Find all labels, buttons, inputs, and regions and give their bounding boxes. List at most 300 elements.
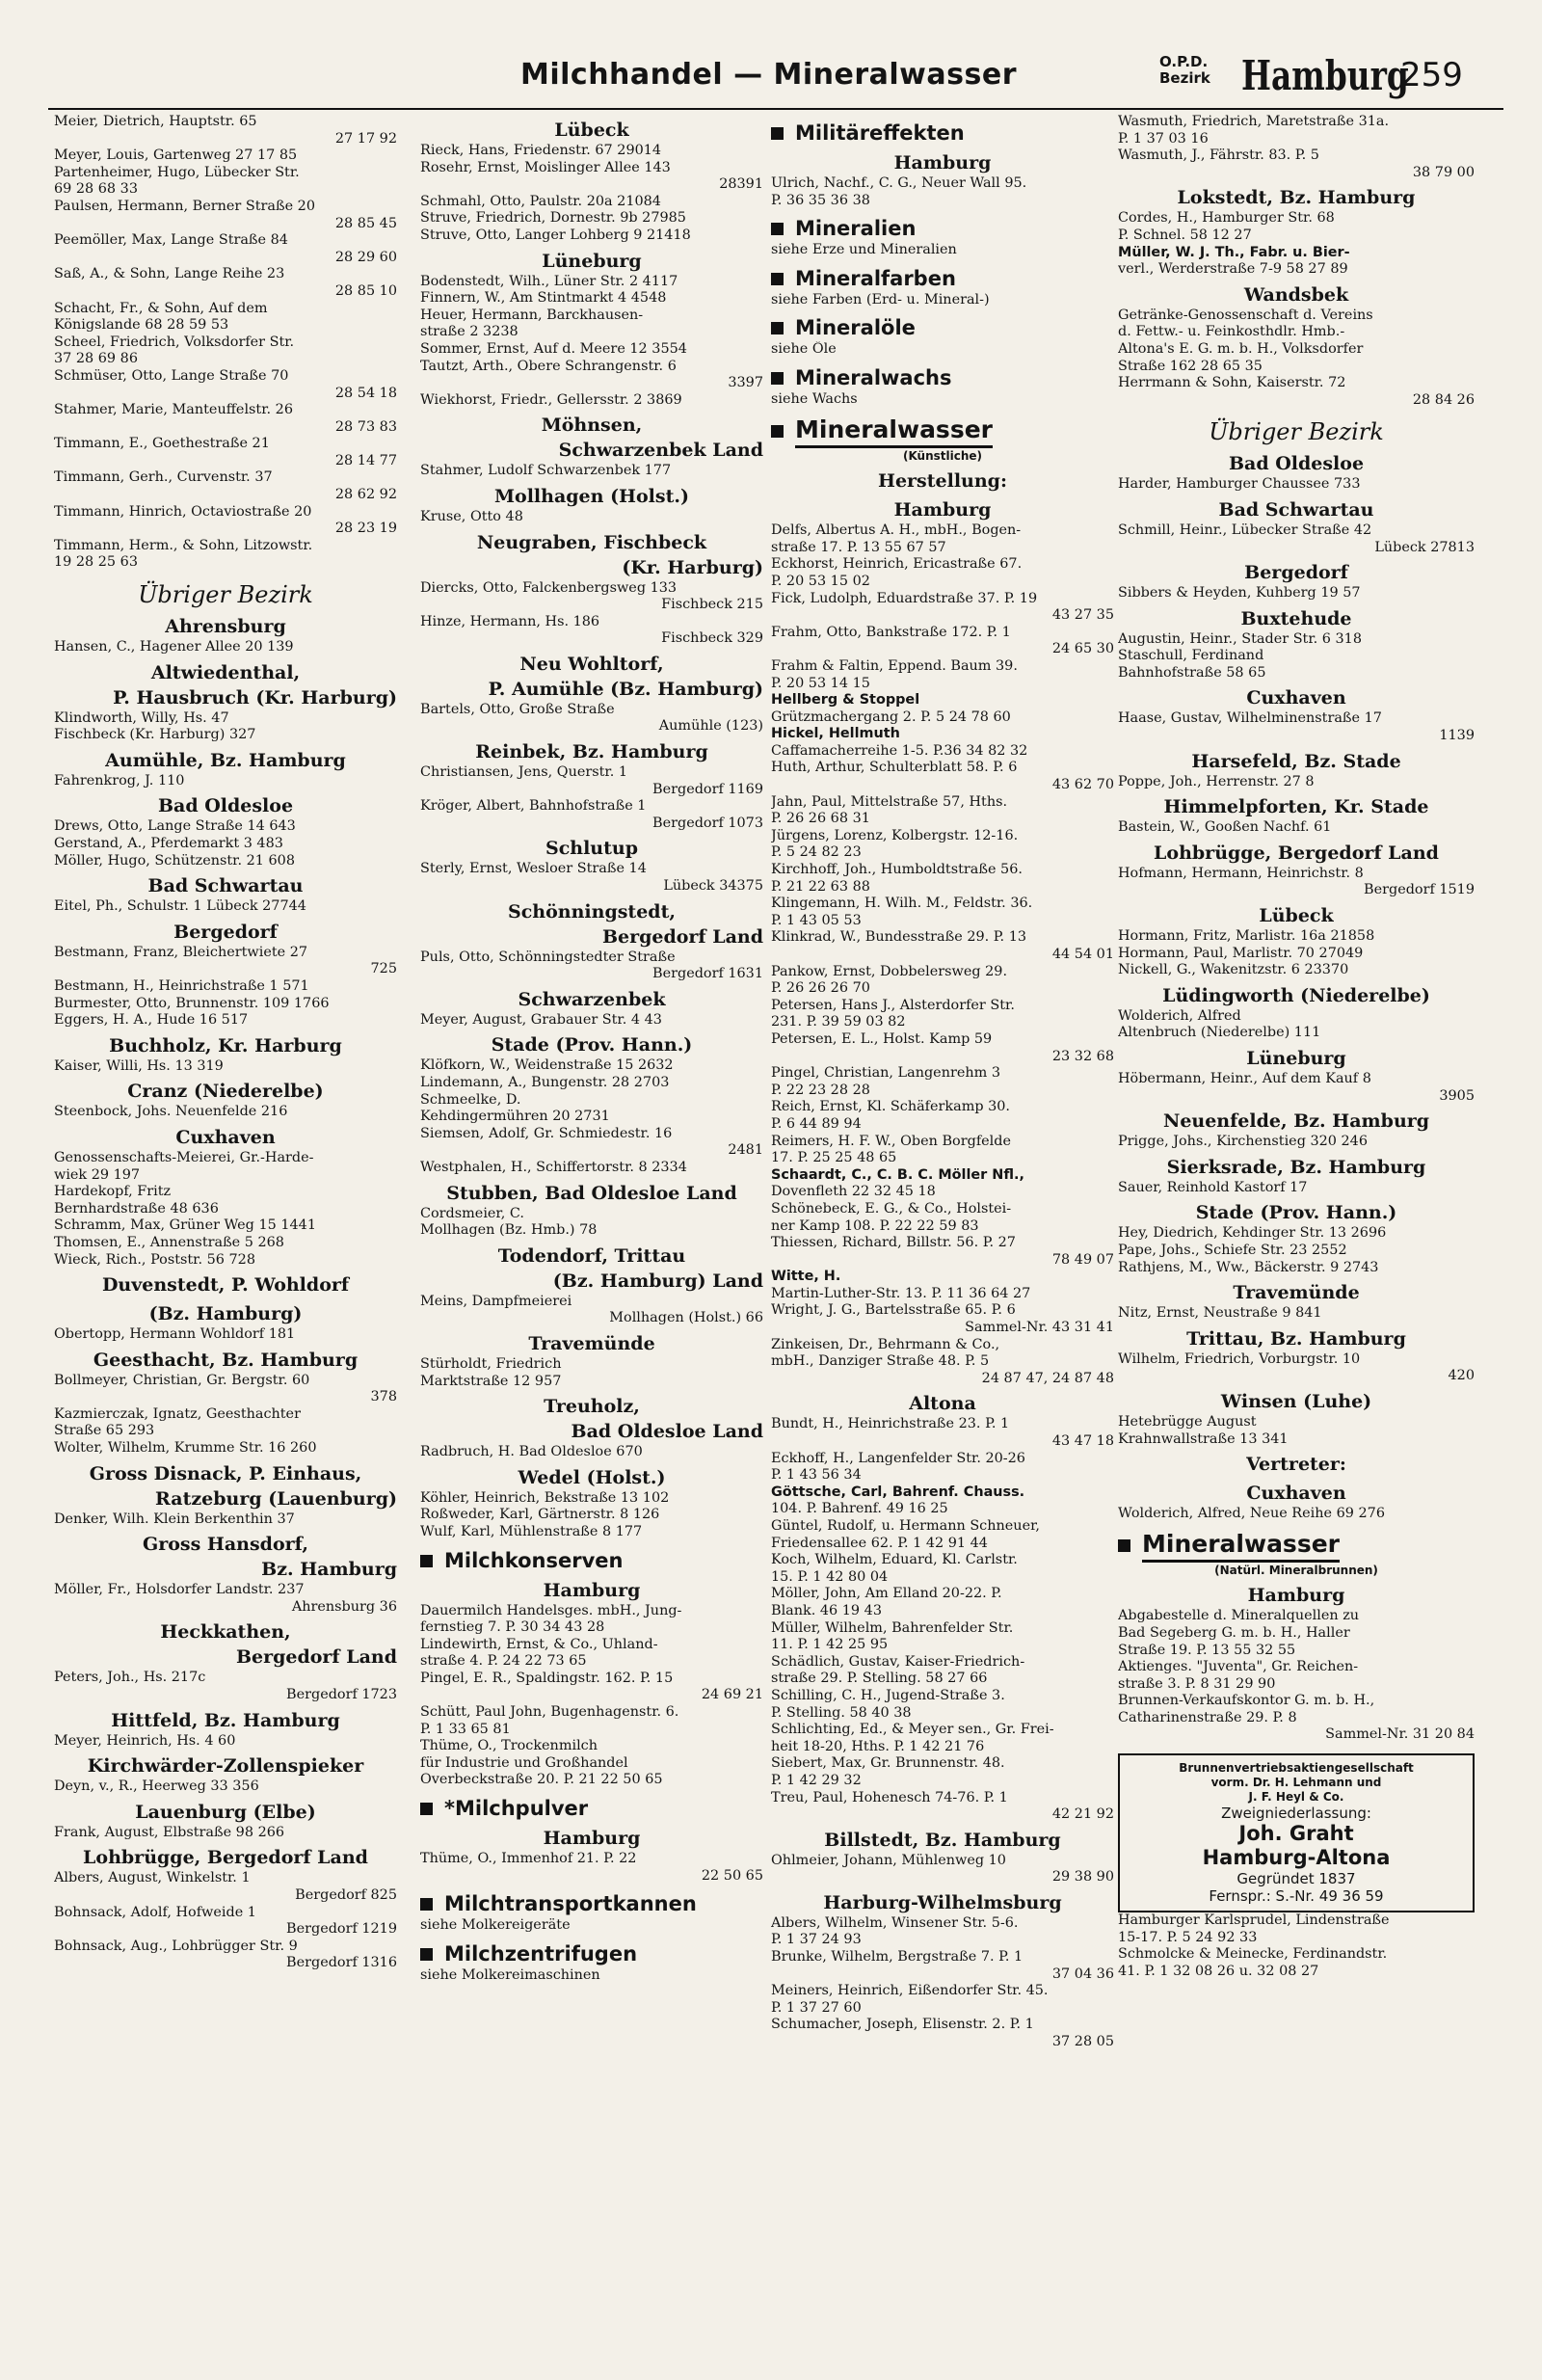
place-heading: Schlutup: [545, 838, 638, 860]
entry-phone: Bergedorf 1169: [652, 781, 763, 797]
place-heading: Hamburg: [893, 499, 992, 521]
place-heading: Duvenstedt, P. Wohldorf: [101, 1274, 350, 1297]
place-heading: Bergedorf: [173, 921, 278, 943]
entry-line: Güntel, Rudolf, u. Hermann Schneuer,: [771, 1518, 1040, 1534]
place-heading-cont: Bz. Hamburg: [261, 1559, 397, 1581]
entry-line: Altona's E. G. m. b. H., Volksdorfer: [1118, 340, 1364, 357]
square-bullet-icon: [420, 1555, 433, 1567]
entry-line: Rathjens, M., Ww., Bäckerstr. 9 2743: [1118, 1259, 1379, 1275]
entry-line: Siemsen, Adolf, Gr. Schmiedestr. 16: [420, 1125, 673, 1141]
entry-line: Peemöller, Max, Lange Straße 84: [54, 232, 288, 249]
square-bullet-icon: [420, 1898, 433, 1911]
section-subtitle: (Natürl. Mineralbrunnen): [1214, 1563, 1378, 1577]
entry-phone: 38 79 00: [1412, 164, 1475, 180]
place-heading-cont: Schwarzenbek Land: [558, 440, 763, 462]
entry-line: Schumacher, Joseph, Elisenstr. 2. P. 1: [771, 2017, 1034, 2033]
entry-line: Kehdingermühren 20 2731: [420, 1109, 610, 1125]
bold-entry: Müller, W. J. Th., Fabr. u. Bier-: [1118, 244, 1350, 260]
entry-line: ner Kamp 108. P. 22 22 59 83: [771, 1217, 979, 1234]
entry-line: Augustin, Heinr., Stader Str. 6 318: [1118, 630, 1362, 647]
place-heading: Lüneburg: [1246, 1048, 1346, 1069]
entry-line: Overbeckstraße 20. P. 21 22 50 65: [420, 1772, 663, 1788]
entry-line: P. 20 53 15 02: [771, 573, 870, 589]
entry-line: Poppe, Joh., Herrenstr. 27 8: [1118, 773, 1315, 789]
section-heading: [771, 215, 1114, 242]
entry-line: P. 20 53 14 15: [771, 675, 870, 691]
entry-line: Pingel, Christian, Langenrehm 3: [771, 1065, 1001, 1082]
place-heading: Heckkathen,: [160, 1621, 291, 1644]
entry-line: Frahm & Faltin, Eppend. Baum 39.: [771, 657, 1018, 674]
section-title: Mineralien: [795, 217, 917, 241]
entry-phone: Lübeck 27813: [1374, 539, 1475, 555]
entry-line: Krahnwallstraße 13 341: [1118, 1431, 1289, 1447]
entry-phone: Bergedorf 1073: [652, 815, 763, 831]
entry-line: siehe Öle: [771, 341, 837, 358]
entry-line: Bohnsack, Adolf, Hofweide 1: [54, 1904, 256, 1920]
entry-line: Wolderich, Alfred, Neue Reihe 69 276: [1118, 1506, 1385, 1522]
section-title: Mineralöle: [795, 316, 916, 340]
entry-line: Wieck, Rich., Poststr. 56 728: [54, 1251, 255, 1268]
entry-line: straße 4. P. 24 22 73 65: [420, 1653, 587, 1670]
entry-line: Treu, Paul, Hohenesch 74-76. P. 1: [771, 1789, 1008, 1805]
entry-phone: Sammel-Nr. 43 31 41: [965, 1320, 1114, 1336]
entry-line: Wulf, Karl, Mühlenstraße 8 177: [420, 1523, 643, 1539]
entry-phone: 725: [370, 961, 397, 977]
entry-line: Wright, J. G., Bartelsstraße 65. P. 6: [771, 1302, 1016, 1319]
entry-line: siehe Molkereigeräte: [420, 1917, 571, 1934]
entry-line: Cordes, H., Hamburger Str. 68: [1118, 210, 1335, 227]
entry-line: Möller, John, Am Elland 20-22. P.: [771, 1586, 1002, 1602]
entry-line: Meier, Dietrich, Hauptstr. 65: [54, 114, 257, 129]
entry-line: 37 28 69 86: [54, 351, 138, 367]
page-number: 259: [1400, 56, 1463, 94]
entry-line: Straße 162 28 65 35: [1118, 358, 1263, 374]
place-heading: Gross Hansdorf,: [142, 1534, 309, 1556]
entry-phone: Lübeck 34375: [663, 878, 763, 895]
place-heading: Wandsbek: [1243, 283, 1349, 306]
entry-line: 231. P. 39 59 03 82: [771, 1014, 906, 1030]
place-heading: Geesthacht, Bz. Hamburg: [93, 1349, 359, 1371]
entry-line: Puls, Otto, Schönningstedter Straße: [420, 949, 676, 965]
place-heading: Harsefeld, Bz. Stade: [1191, 750, 1401, 772]
entry-line: Möller, Fr., Holsdorfer Landstr. 237: [54, 1582, 305, 1598]
place-heading: Lokstedt, Bz. Hamburg: [1177, 187, 1416, 209]
place-heading: Bad Oldesloe: [1228, 453, 1365, 475]
entry-phone: 3905: [1439, 1087, 1475, 1104]
entry-line: Sibbers & Heyden, Kuhberg 19 57: [1118, 585, 1361, 602]
entry-line: Schmeelke, D.: [420, 1091, 521, 1108]
entry-line: Mollhagen (Bz. Hmb.) 78: [420, 1222, 598, 1239]
entry-line: Hardekopf, Fritz: [54, 1184, 172, 1200]
entry-line: Schmill, Heinr., Lübecker Straße 42: [1118, 521, 1372, 538]
entry-line: Schmahl, Otto, Paulstr. 20a 21084: [420, 193, 661, 209]
entry-line: Kirchhoff, Joh., Humboldtstraße 56.: [771, 862, 1023, 878]
place-heading: Sierksrade, Bz. Hamburg: [1166, 1156, 1426, 1178]
entry-line: Klöfkorn, W., Weidenstraße 15 2632: [420, 1057, 674, 1074]
entry-line: Ohlmeier, Johann, Mühlenweg 10: [771, 1852, 1006, 1868]
entry-phone: 28 73 83: [334, 418, 397, 435]
entry-line: Lindewirth, Ernst, & Co., Uhland-: [420, 1636, 658, 1652]
entry-line: Brunnen-Verkaufskontor G. m. b. H.,: [1118, 1693, 1375, 1709]
entry-phone: Fischbeck 215: [661, 597, 763, 613]
entry-line: Bohnsack, Aug., Lohbrügger Str. 9: [54, 1938, 298, 1954]
entry-line: Thüme, O., Trockenmilch: [420, 1738, 598, 1754]
entry-line: P. 6 44 89 94: [771, 1115, 862, 1132]
entry-phone: Aumühle (123): [658, 718, 763, 735]
entry-line: straße 17. P. 13 55 67 57: [771, 539, 946, 555]
entry-line: Bollmeyer, Christian, Gr. Bergstr. 60: [54, 1372, 310, 1388]
entry-line: Petersen, Hans J., Alsterdorfer Str.: [771, 997, 1015, 1013]
section-title: Militäreffekten: [795, 121, 965, 145]
region-heading: Übriger Bezirk: [1209, 418, 1384, 446]
entry-line: Deyn, v., R., Heerweg 33 356: [54, 1778, 259, 1795]
region-heading: Übriger Bezirk: [138, 581, 313, 609]
entry-line: Albers, August, Winkelstr. 1: [54, 1870, 251, 1886]
entry-phone: Mollhagen (Holst.) 66: [609, 1310, 763, 1326]
entry-line: Saß, A., & Sohn, Lange Reihe 23: [54, 266, 285, 282]
entry-line: Meyer, Louis, Gartenweg 27 17 85: [54, 147, 298, 164]
square-bullet-icon: [771, 273, 784, 285]
entry-line: siehe Farben (Erd- u. Mineral-): [771, 291, 990, 308]
entry-line: Klindworth, Willy, Hs. 47: [54, 709, 229, 726]
entry-line: siehe Molkereimaschinen: [420, 1966, 600, 1983]
entry-line: Bartels, Otto, Große Straße: [420, 701, 615, 717]
entry-line: siehe Wachs: [771, 390, 858, 407]
bold-entry: Göttsche, Carl, Bahrenf. Chauss.: [771, 1484, 1025, 1500]
entry-phone: Bergedorf 825: [295, 1887, 397, 1903]
entry-line: Reimers, H. F. W., Oben Borgfelde: [771, 1133, 1011, 1149]
place-heading: Stubben, Bad Oldesloe Land: [446, 1182, 737, 1204]
entry-line: Schmolcke & Meinecke, Ferdinandstr.: [1118, 1946, 1388, 1963]
entry-line: Timmann, Hinrich, Octaviostraße 20: [54, 503, 312, 520]
entry-line: Schramm, Max, Grüner Weg 15 1441: [54, 1217, 316, 1234]
place-heading-cont: Bad Oldesloe Land: [571, 1421, 763, 1443]
entry-line: Peters, Joh., Hs. 217c: [54, 1670, 206, 1686]
entry-phone: Bergedorf 1631: [652, 966, 763, 982]
place-heading: Billstedt, Bz. Hamburg: [824, 1829, 1061, 1851]
bold-entry: Hellberg & Stoppel: [771, 692, 920, 709]
section-title: Mineralwasser: [1142, 1529, 1340, 1563]
column-3: [771, 114, 1114, 2350]
entry-line: Schlichting, Ed., & Meyer sen., Gr. Frei-: [771, 1722, 1054, 1738]
entry-line: Nickell, G., Wakenitzstr. 6 23370: [1118, 962, 1349, 978]
entry-line: Bad Segeberg G. m. b. H., Haller: [1118, 1624, 1350, 1641]
entry-line: Paulsen, Hermann, Berner Straße 20: [54, 198, 315, 214]
entry-line: Bundt, H., Heinrichstraße 23. P. 1: [771, 1416, 1010, 1432]
entry-line: Staschull, Ferdinand: [1118, 648, 1264, 664]
entry-phone: Bergedorf 1219: [286, 1921, 397, 1938]
place-heading: Neu Wohltorf,: [519, 653, 664, 675]
place-heading: Travemünde: [528, 1332, 655, 1354]
entry-line: Stürholdt, Friedrich: [420, 1355, 562, 1372]
entry-line: P. 5 24 82 23: [771, 844, 862, 861]
entry-phone: Ahrensburg 36: [291, 1598, 397, 1615]
entry-line: Straße 65 293: [54, 1423, 155, 1439]
place-heading: Lohbrügge, Bergedorf Land: [83, 1847, 368, 1869]
column-2: [420, 114, 763, 2350]
entry-line: Wilhelm, Friedrich, Vorburgstr. 10: [1118, 1350, 1361, 1367]
entry-phone: 24 87 47, 24 87 48: [981, 1370, 1114, 1386]
entry-line: Petersen, E. L., Holst. Kamp 59: [771, 1030, 993, 1047]
entry-phone: 28 62 92: [334, 487, 397, 503]
entry-line: Hormann, Paul, Marlistr. 70 27049: [1118, 945, 1364, 961]
place-heading: Bad Oldesloe: [157, 795, 294, 817]
entry-line: verl., Werderstraße 7-9 58 27 89: [1118, 261, 1348, 278]
ad-line: Gegründet 1837: [1236, 1870, 1356, 1888]
entry-phone: 43 27 35: [1051, 607, 1114, 624]
entry-line: Schädlich, Gustav, Kaiser-Friedrich-: [771, 1653, 1025, 1670]
entry-phone: Bergedorf 1723: [286, 1687, 397, 1703]
entry-line: Fick, Ludolph, Eduardstraße 37. P. 19: [771, 590, 1038, 606]
entry-line: Meiners, Heinrich, Eißendorfer Str. 45.: [771, 1983, 1049, 1999]
entry-line: Albers, Wilhelm, Winsener Str. 5-6.: [771, 1914, 1019, 1931]
entry-line: Köhler, Heinrich, Bekstraße 13 102: [420, 1489, 670, 1506]
entry-phone: 29 38 90: [1051, 1869, 1114, 1885]
entry-line: wiek 29 197: [54, 1166, 141, 1183]
section-subtitle: (Künstliche): [902, 448, 983, 463]
entry-phone: Sammel-Nr. 31 20 84: [1325, 1726, 1475, 1743]
square-bullet-icon: [771, 372, 784, 385]
entry-line: 15-17. P. 5 24 92 33: [1118, 1929, 1258, 1945]
place-heading: Stade (Prov. Hann.): [491, 1034, 693, 1056]
entry-line: 41. P. 1 32 08 26 u. 32 08 27: [1118, 1963, 1319, 1979]
place-heading: Lübeck: [554, 120, 629, 141]
entry-line: Partenheimer, Hugo, Lübecker Str.: [54, 164, 300, 180]
entry-line: Kaiser, Willi, Hs. 13 319: [54, 1057, 224, 1074]
square-bullet-icon: [771, 127, 784, 140]
entry-line: Thiessen, Richard, Billstr. 56. P. 27: [771, 1235, 1016, 1251]
header-rule: [48, 108, 1503, 110]
place-heading: Lohbrügge, Bergedorf Land: [1154, 842, 1439, 864]
place-heading-cont: (Kr. Harburg): [622, 556, 763, 578]
place-heading: Todendorf, Trittau: [497, 1244, 686, 1267]
place-heading: Hamburg: [893, 152, 992, 174]
entry-line: Hamburger Karlsprudel, Lindenstraße: [1118, 1912, 1390, 1929]
entry-line: Sommer, Ernst, Auf d. Meere 12 3554: [420, 340, 687, 357]
bold-entry: Schaardt, C., C. B. C. Möller Nfl.,: [771, 1166, 1024, 1183]
section-title: Milchkonserven: [444, 1548, 624, 1572]
place-heading: Bergedorf: [1244, 562, 1348, 584]
entry-phone: 28 84 26: [1412, 391, 1475, 408]
section-title: Milchzentrifugen: [444, 1941, 638, 1966]
entry-line: Eggers, H. A., Hude 16 517: [54, 1012, 249, 1029]
section-heading: [420, 1940, 763, 1967]
square-bullet-icon: [771, 322, 784, 334]
entry-line: P. Stelling. 58 40 38: [771, 1704, 912, 1721]
bold-entry: Hickel, Hellmuth: [771, 726, 900, 742]
entry-line: P. 1 37 24 93: [771, 1932, 862, 1948]
entry-line: straße 29. P. Stelling. 58 27 66: [771, 1671, 988, 1687]
entry-line: Pankow, Ernst, Dobbelersweg 29.: [771, 963, 1008, 979]
entry-line: Kazmierczak, Ignatz, Geesthachter: [54, 1405, 301, 1422]
place-heading: Mollhagen (Holst.): [494, 485, 689, 507]
entry-phone: Fischbeck 329: [661, 630, 763, 647]
entry-line: heit 18-20, Hths. P. 1 42 21 76: [771, 1738, 985, 1754]
entry-line: Siebert, Max, Gr. Brunnenstr. 48.: [771, 1755, 1005, 1772]
entry-line: P. 1 43 05 53: [771, 912, 862, 928]
entry-line: Bestmann, H., Heinrichstraße 1 571: [54, 977, 309, 994]
entry-line: Aktienges. "Juventa", Gr. Reichen-: [1118, 1659, 1359, 1675]
section-title: *Milchpulver: [444, 1797, 589, 1821]
entry-line: Schacht, Fr., & Sohn, Auf dem: [54, 300, 268, 316]
entry-line: Cordsmeier, C.: [420, 1205, 524, 1221]
place-heading: Hamburg: [1247, 1585, 1345, 1607]
entry-line: Bernhardstraße 48 636: [54, 1200, 219, 1217]
entry-line: Eckhorst, Heinrich, Ericastraße 67.: [771, 556, 1023, 573]
entry-phone: 420: [1448, 1368, 1475, 1384]
entry-line: 17. P. 25 25 48 65: [771, 1150, 897, 1166]
place-heading-cont: Bergedorf Land: [235, 1646, 397, 1669]
entry-phone: 28391: [719, 176, 763, 193]
section-heading: [771, 414, 1114, 448]
entry-line: P. 26 26 26 70: [771, 980, 870, 997]
section-title: Mineralfarben: [795, 266, 956, 290]
entry-line: P. 36 35 36 38: [771, 192, 870, 208]
entry-line: Abgabestelle d. Mineralquellen zu: [1118, 1608, 1360, 1624]
ad-line: J. F. Heyl & Co.: [1248, 1790, 1344, 1805]
ad-line: Brunnenvertriebsaktiengesellschaft: [1179, 1761, 1414, 1776]
entry-line: Schönebeck, E. G., & Co., Holstei-: [771, 1200, 1012, 1217]
entry-line: Nitz, Ernst, Neustraße 9 841: [1118, 1305, 1322, 1322]
entry-line: Eitel, Ph., Schulstr. 1 Lübeck 27744: [54, 898, 306, 915]
entry-line: P. Schnel. 58 12 27: [1118, 227, 1252, 243]
entry-line: Grützmachergang 2. P. 5 24 78 60: [771, 709, 1011, 725]
entry-line: Reich, Ernst, Kl. Schäferkamp 30.: [771, 1099, 1011, 1115]
entry-line: Sterly, Ernst, Wesloer Straße 14: [420, 861, 647, 877]
place-heading: Herstellung:: [878, 470, 1007, 493]
entry-line: Hey, Diedrich, Kehdinger Str. 13 2696: [1118, 1225, 1387, 1242]
place-heading: Wedel (Holst.): [518, 1466, 666, 1488]
place-heading: Ahrensburg: [165, 616, 286, 638]
place-heading: Gross Disnack, P. Einhaus,: [89, 1462, 362, 1484]
entry-phone: 3397: [728, 375, 763, 391]
place-heading-cont: P. Aumühle (Bz. Hamburg): [488, 678, 763, 700]
entry-line: Pape, Johs., Schiefe Str. 23 2552: [1118, 1242, 1347, 1258]
entry-line: P. 22 23 28 28: [771, 1082, 870, 1098]
entry-line: P. 1 43 56 34: [771, 1467, 862, 1484]
place-heading: Stade (Prov. Hann.): [1195, 1202, 1397, 1224]
entry-line: Zinkeisen, Dr., Behrmann & Co.,: [771, 1336, 1000, 1352]
entry-line: Genossenschafts-Meierei, Gr.-Harde-: [54, 1149, 314, 1165]
entry-line: Stahmer, Ludolf Schwarzenbek 177: [420, 463, 672, 479]
entry-line: Hormann, Fritz, Marlistr. 16a 21858: [1118, 928, 1375, 945]
entry-line: Dauermilch Handelsges. mbH., Jung-: [420, 1602, 682, 1618]
entry-line: Obertopp, Hermann Wohldorf 181: [54, 1326, 296, 1343]
section-heading: [420, 1795, 763, 1822]
entry-line: Wiekhorst, Friedr., Gellersstr. 2 3869: [420, 391, 682, 408]
entry-line: Heuer, Hermann, Barckhausen-: [420, 307, 644, 323]
entry-phone: 43 47 18: [1051, 1433, 1114, 1450]
entry-line: Jürgens, Lorenz, Kolbergstr. 12-16.: [771, 827, 1019, 843]
place-heading: Cuxhaven: [1246, 1483, 1346, 1505]
entry-line: Kruse, Otto 48: [420, 508, 523, 524]
entry-line: Diercks, Otto, Falckenbergsweg 133: [420, 579, 678, 596]
entry-phone: 28 85 10: [334, 282, 397, 299]
entry-phone: 22 50 65: [701, 1867, 763, 1884]
entry-line: Hetebrügge August: [1118, 1413, 1257, 1430]
entry-line: Drews, Otto, Lange Straße 14 643: [54, 818, 296, 835]
entry-line: Harder, Hamburger Chaussee 733: [1118, 476, 1361, 493]
section-heading: [771, 120, 1114, 147]
running-title: Milchhandel — Mineralwasser: [520, 58, 1017, 92]
place-heading: Reinbek, Bz. Hamburg: [475, 741, 708, 763]
place-heading: Lüneburg: [542, 250, 642, 272]
entry-line: Müller, Wilhelm, Bahrenfelder Str.: [771, 1619, 1014, 1636]
opd-line1: O.P.D.: [1159, 53, 1209, 70]
entry-line: Bestmann, Franz, Bleichertwiete 27: [54, 944, 308, 960]
entry-line: Schmüser, Otto, Lange Straße 70: [54, 367, 289, 384]
place-heading: Hamburg: [543, 1579, 641, 1601]
place-heading: Buxtehude: [1240, 607, 1352, 629]
place-heading: Treuholz,: [544, 1396, 640, 1418]
entry-line: Prigge, Johs., Kirchenstieg 320 246: [1118, 1134, 1368, 1150]
entry-line: Marktstraße 12 957: [420, 1373, 562, 1389]
entry-line: Meyer, Heinrich, Hs. 4 60: [54, 1732, 236, 1749]
ad-line: vorm. Dr. H. Lehmann und: [1210, 1776, 1382, 1790]
place-heading-cont: P. Hausbruch (Kr. Harburg): [113, 686, 397, 709]
entry-line: für Industrie und Großhandel: [420, 1754, 628, 1771]
entry-line: Pingel, E. R., Spaldingstr. 162. P. 15: [420, 1670, 674, 1686]
entry-line: Königslande 68 28 59 53: [54, 317, 229, 334]
place-heading: Lübeck: [1259, 905, 1334, 927]
ad-line: Fernspr.: S.-Nr. 49 36 59: [1209, 1887, 1384, 1906]
entry-phone: 23 32 68: [1051, 1048, 1114, 1064]
entry-phone: 24 65 30: [1051, 641, 1114, 657]
section-heading: [420, 1890, 763, 1917]
entry-line: straße 2 3238: [420, 324, 518, 340]
entry-line: Roßweder, Karl, Gärtnerstr. 8 126: [420, 1507, 660, 1523]
opd-label: [1159, 54, 1210, 87]
entry-line: Klinkrad, W., Bundesstraße 29. P. 13: [771, 929, 1027, 946]
entry-line: Bastein, W., Gooßen Nachf. 61: [1118, 819, 1332, 836]
place-heading: Trittau, Bz. Hamburg: [1186, 1327, 1406, 1350]
entry-phone: 78 49 07: [1051, 1251, 1114, 1268]
square-bullet-icon: [771, 223, 784, 235]
place-heading: Lauenburg (Elbe): [135, 1801, 316, 1823]
entry-line: P. 1 37 27 60: [771, 1999, 862, 2016]
section-heading: [771, 265, 1114, 292]
entry-line: Scheel, Friedrich, Volksdorfer Str.: [54, 334, 295, 350]
place-heading: Möhnsen,: [541, 414, 643, 437]
entry-phone: 44 54 01: [1051, 947, 1114, 962]
entry-line: Burmester, Otto, Brunnenstr. 109 1766: [54, 995, 330, 1011]
place-heading: Travemünde: [1233, 1282, 1360, 1304]
entry-line: Rieck, Hans, Friedenstr. 67 29014: [420, 143, 662, 158]
entry-line: Sauer, Reinhold Kastorf 17: [1118, 1179, 1308, 1195]
entry-line: Schilling, C. H., Jugend-Straße 3.: [771, 1687, 1005, 1703]
entry-line: P. 1 37 03 16: [1118, 130, 1209, 147]
entry-line: Wasmuth, Friedrich, Maretstraße 31a.: [1118, 114, 1390, 129]
entry-phone: 27 17 92: [334, 130, 397, 147]
entry-line: Caffamacherreihe 1-5. P.36 34 82 32: [771, 742, 1028, 759]
place-heading: Altona: [909, 1393, 976, 1415]
entry-line: Straße 19. P. 13 55 32 55: [1118, 1642, 1296, 1658]
entry-line: Wasmuth, J., Fährstr. 83. P. 5: [1118, 147, 1319, 164]
entry-line: Timmann, Gerh., Curvenstr. 37: [54, 469, 273, 486]
place-heading: Kirchwärder-Zollenspieker: [87, 1755, 364, 1778]
entry-line: Jahn, Paul, Mittelstraße 57, Hths.: [771, 793, 1008, 810]
entry-line: Meins, Dampfmeierei: [420, 1293, 572, 1309]
entry-line: Rosehr, Ernst, Moislinger Allee 143: [420, 159, 671, 175]
entry-line: P. 26 26 68 31: [771, 811, 870, 827]
entry-phone: 1139: [1439, 728, 1475, 744]
entry-line: Struve, Otto, Langer Lohberg 9 21418: [420, 227, 691, 243]
entry-phone: 378: [370, 1389, 397, 1405]
entry-line: Koch, Wilhelm, Eduard, Kl. Carlstr.: [771, 1552, 1018, 1568]
ad-line: Zweigniederlassung:: [1221, 1805, 1371, 1823]
place-heading-cont: Ratzeburg (Lauenburg): [155, 1487, 397, 1510]
place-heading: Cuxhaven: [1246, 687, 1346, 709]
